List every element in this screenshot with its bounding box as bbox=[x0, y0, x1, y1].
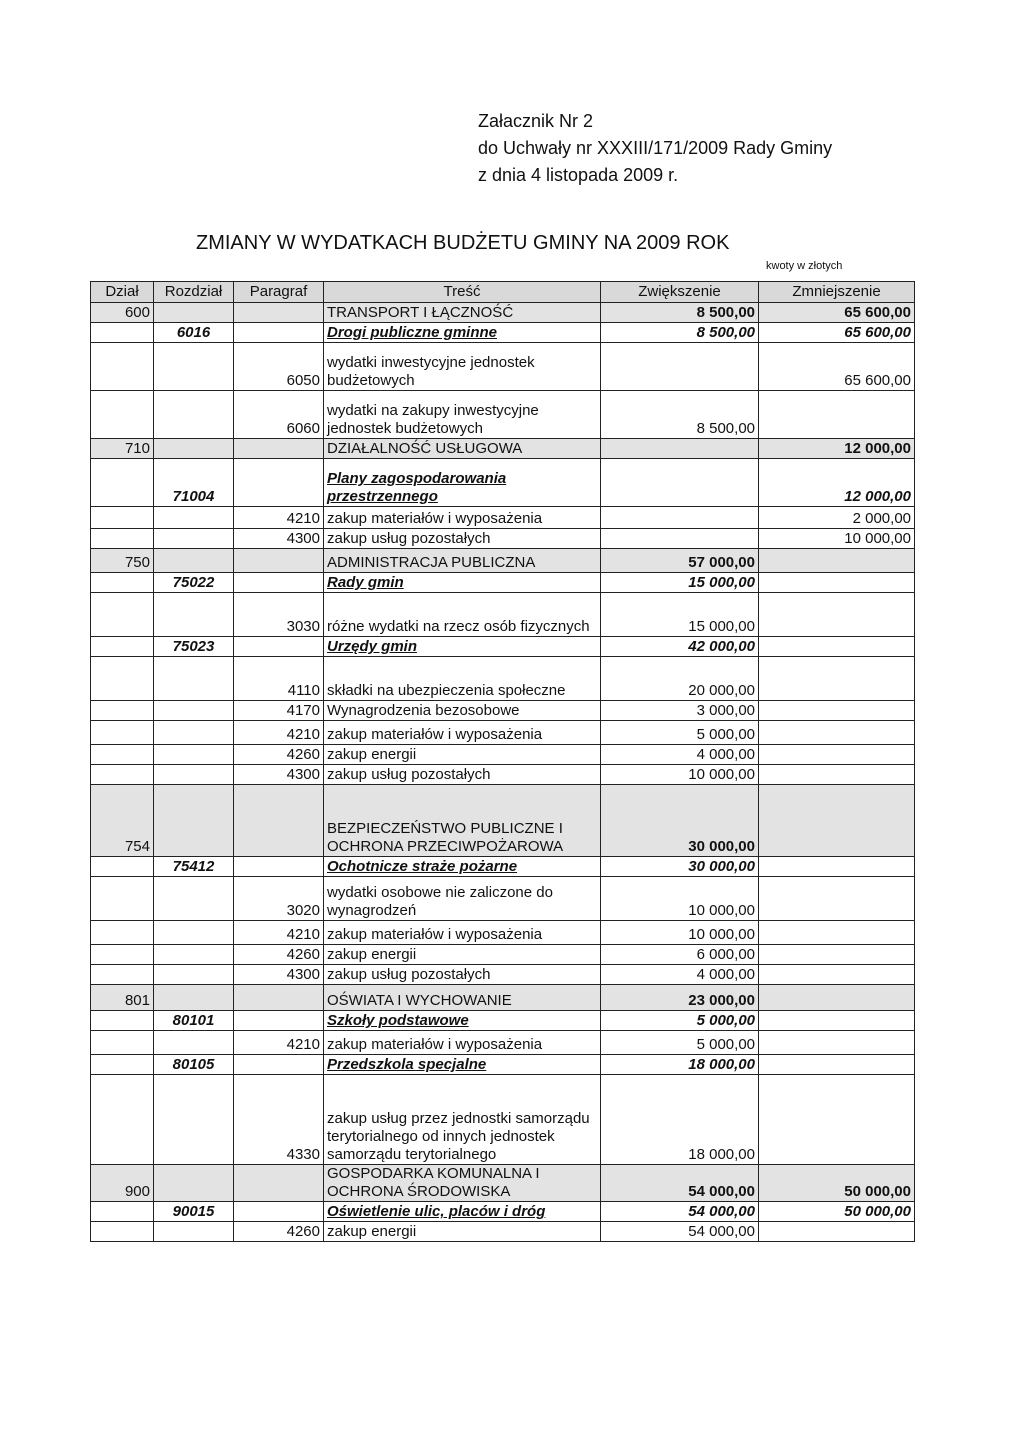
cell-paragraf bbox=[234, 785, 324, 857]
cell-dzial bbox=[91, 529, 154, 549]
cell-rozdzial: 6016 bbox=[154, 323, 234, 343]
table-row bbox=[91, 1202, 915, 1222]
table-row bbox=[91, 1165, 915, 1202]
cell-dzial bbox=[91, 945, 154, 965]
cell-zwiekszenie: 10 000,00 bbox=[601, 921, 759, 945]
table-row bbox=[91, 765, 915, 785]
cell-zmniejszenie bbox=[759, 657, 915, 701]
table-row bbox=[91, 439, 915, 459]
cell-zmniejszenie bbox=[759, 857, 915, 877]
cell-paragraf: 6060 bbox=[234, 391, 324, 439]
cell-paragraf: 4260 bbox=[234, 745, 324, 765]
column-header: Dział bbox=[91, 282, 154, 303]
cell-zmniejszenie bbox=[759, 1075, 915, 1165]
cell-rozdzial bbox=[154, 765, 234, 785]
cell-rozdzial bbox=[154, 721, 234, 745]
cell-zmniejszenie bbox=[759, 721, 915, 745]
table-row bbox=[91, 507, 915, 529]
cell-tresc: Przedszkola specjalne bbox=[324, 1055, 601, 1075]
cell-dzial bbox=[91, 721, 154, 745]
cell-tresc: TRANSPORT I ŁĄCZNOŚĆ bbox=[324, 303, 601, 323]
cell-paragraf bbox=[234, 303, 324, 323]
cell-zwiekszenie: 10 000,00 bbox=[601, 877, 759, 921]
table-row bbox=[91, 1222, 915, 1242]
column-header: Zmniejszenie bbox=[759, 282, 915, 303]
cell-dzial bbox=[91, 1202, 154, 1222]
cell-zmniejszenie bbox=[759, 573, 915, 593]
cell-zmniejszenie: 50 000,00 bbox=[759, 1202, 915, 1222]
cell-paragraf: 4260 bbox=[234, 945, 324, 965]
cell-zmniejszenie: 50 000,00 bbox=[759, 1165, 915, 1202]
cell-zwiekszenie: 23 000,00 bbox=[601, 985, 759, 1011]
table-row bbox=[91, 549, 915, 573]
cell-zwiekszenie: 5 000,00 bbox=[601, 1031, 759, 1055]
cell-tresc: zakup energii bbox=[324, 745, 601, 765]
table-row bbox=[91, 529, 915, 549]
cell-dzial: 710 bbox=[91, 439, 154, 459]
cell-paragraf bbox=[234, 985, 324, 1011]
cell-zwiekszenie: 15 000,00 bbox=[601, 593, 759, 637]
cell-zmniejszenie bbox=[759, 549, 915, 573]
cell-tresc: zakup usług przez jednostki samorządu terytorialnego od innych jednostek samorządu terytorialnego bbox=[324, 1075, 601, 1165]
cell-zmniejszenie bbox=[759, 1222, 915, 1242]
cell-zwiekszenie: 10 000,00 bbox=[601, 765, 759, 785]
cell-rozdzial bbox=[154, 593, 234, 637]
cell-dzial bbox=[91, 1055, 154, 1075]
cell-paragraf bbox=[234, 637, 324, 657]
cell-dzial bbox=[91, 1011, 154, 1031]
cell-rozdzial bbox=[154, 921, 234, 945]
cell-rozdzial: 75023 bbox=[154, 637, 234, 657]
cell-tresc: zakup energii bbox=[324, 945, 601, 965]
table-row bbox=[91, 701, 915, 721]
cell-zmniejszenie bbox=[759, 593, 915, 637]
cell-rozdzial bbox=[154, 745, 234, 765]
cell-paragraf bbox=[234, 439, 324, 459]
cell-tresc: wydatki inwestycyjne jednostek budżetowych bbox=[324, 343, 601, 391]
cell-rozdzial: 75022 bbox=[154, 573, 234, 593]
cell-zmniejszenie: 65 600,00 bbox=[759, 303, 915, 323]
cell-dzial: 600 bbox=[91, 303, 154, 323]
cell-rozdzial bbox=[154, 529, 234, 549]
cell-dzial bbox=[91, 745, 154, 765]
table-row bbox=[91, 1075, 915, 1165]
cell-dzial bbox=[91, 573, 154, 593]
cell-tresc: zakup materiałów i wyposażenia bbox=[324, 921, 601, 945]
cell-dzial bbox=[91, 857, 154, 877]
cell-rozdzial bbox=[154, 1222, 234, 1242]
cell-rozdzial bbox=[154, 785, 234, 857]
cell-dzial bbox=[91, 343, 154, 391]
cell-zwiekszenie: 20 000,00 bbox=[601, 657, 759, 701]
cell-zmniejszenie bbox=[759, 945, 915, 965]
cell-dzial bbox=[91, 657, 154, 701]
cell-zwiekszenie: 5 000,00 bbox=[601, 1011, 759, 1031]
cell-zwiekszenie: 5 000,00 bbox=[601, 721, 759, 745]
cell-paragraf: 4210 bbox=[234, 507, 324, 529]
cell-tresc: Rady gmin bbox=[324, 573, 601, 593]
cell-dzial bbox=[91, 877, 154, 921]
cell-rozdzial bbox=[154, 701, 234, 721]
cell-zwiekszenie: 8 500,00 bbox=[601, 303, 759, 323]
table-row bbox=[91, 343, 915, 391]
cell-zwiekszenie: 8 500,00 bbox=[601, 391, 759, 439]
cell-tresc: różne wydatki na rzecz osób fizycznych bbox=[324, 593, 601, 637]
cell-zwiekszenie: 54 000,00 bbox=[601, 1165, 759, 1202]
table-row bbox=[91, 945, 915, 965]
cell-zmniejszenie bbox=[759, 1055, 915, 1075]
cell-zwiekszenie bbox=[601, 439, 759, 459]
cell-zwiekszenie: 42 000,00 bbox=[601, 637, 759, 657]
cell-zmniejszenie bbox=[759, 965, 915, 985]
cell-dzial bbox=[91, 765, 154, 785]
cell-paragraf: 3030 bbox=[234, 593, 324, 637]
cell-zmniejszenie: 2 000,00 bbox=[759, 507, 915, 529]
cell-paragraf: 3020 bbox=[234, 877, 324, 921]
cell-rozdzial bbox=[154, 343, 234, 391]
cell-tresc: GOSPODARKA KOMUNALNA I OCHRONA ŚRODOWISKA bbox=[324, 1165, 601, 1202]
cell-rozdzial bbox=[154, 391, 234, 439]
table-row bbox=[91, 459, 915, 507]
cell-paragraf bbox=[234, 1165, 324, 1202]
cell-paragraf: 4330 bbox=[234, 1075, 324, 1165]
table-row bbox=[91, 1055, 915, 1075]
cell-dzial: 801 bbox=[91, 985, 154, 1011]
cell-paragraf bbox=[234, 459, 324, 507]
cell-tresc: wydatki na zakupy inwestycyjne jednostek budżetowych bbox=[324, 391, 601, 439]
cell-zwiekszenie: 18 000,00 bbox=[601, 1075, 759, 1165]
cell-paragraf: 4110 bbox=[234, 657, 324, 701]
cell-paragraf bbox=[234, 857, 324, 877]
cell-zmniejszenie: 65 600,00 bbox=[759, 343, 915, 391]
cell-zmniejszenie bbox=[759, 1011, 915, 1031]
cell-zwiekszenie bbox=[601, 507, 759, 529]
cell-dzial bbox=[91, 507, 154, 529]
cell-tresc: zakup materiałów i wyposażenia bbox=[324, 507, 601, 529]
cell-zwiekszenie: 18 000,00 bbox=[601, 1055, 759, 1075]
cell-paragraf: 6050 bbox=[234, 343, 324, 391]
cell-zwiekszenie: 57 000,00 bbox=[601, 549, 759, 573]
cell-rozdzial bbox=[154, 985, 234, 1011]
cell-paragraf: 4300 bbox=[234, 529, 324, 549]
cell-zmniejszenie: 10 000,00 bbox=[759, 529, 915, 549]
table-header-row bbox=[91, 282, 915, 303]
cell-paragraf bbox=[234, 1055, 324, 1075]
cell-zmniejszenie bbox=[759, 391, 915, 439]
cell-zmniejszenie bbox=[759, 877, 915, 921]
cell-tresc: DZIAŁALNOŚĆ USŁUGOWA bbox=[324, 439, 601, 459]
cell-dzial bbox=[91, 391, 154, 439]
cell-paragraf: 4170 bbox=[234, 701, 324, 721]
cell-paragraf: 4210 bbox=[234, 921, 324, 945]
cell-rozdzial bbox=[154, 1165, 234, 1202]
cell-tresc: zakup usług pozostałych bbox=[324, 965, 601, 985]
cell-zmniejszenie bbox=[759, 921, 915, 945]
cell-rozdzial: 75412 bbox=[154, 857, 234, 877]
column-header: Treść bbox=[324, 282, 601, 303]
cell-tresc: BEZPIECZEŃSTWO PUBLICZNE I OCHRONA PRZECIWPOŻAROWA bbox=[324, 785, 601, 857]
table-row bbox=[91, 593, 915, 637]
cell-dzial: 754 bbox=[91, 785, 154, 857]
cell-zwiekszenie bbox=[601, 459, 759, 507]
cell-dzial bbox=[91, 965, 154, 985]
table-row bbox=[91, 745, 915, 765]
budget-changes-table bbox=[90, 281, 915, 1242]
cell-zwiekszenie: 54 000,00 bbox=[601, 1202, 759, 1222]
table-row bbox=[91, 965, 915, 985]
cell-zwiekszenie bbox=[601, 343, 759, 391]
cell-rozdzial bbox=[154, 877, 234, 921]
cell-zmniejszenie bbox=[759, 745, 915, 765]
table-row bbox=[91, 323, 915, 343]
column-header: Rozdział bbox=[154, 282, 234, 303]
cell-rozdzial bbox=[154, 303, 234, 323]
table-row bbox=[91, 985, 915, 1011]
cell-tresc: zakup usług pozostałych bbox=[324, 529, 601, 549]
cell-paragraf: 4300 bbox=[234, 965, 324, 985]
cell-tresc: Oświetlenie ulic, placów i dróg bbox=[324, 1202, 601, 1222]
cell-zwiekszenie: 3 000,00 bbox=[601, 701, 759, 721]
cell-rozdzial bbox=[154, 549, 234, 573]
cell-dzial: 900 bbox=[91, 1165, 154, 1202]
cell-paragraf: 4260 bbox=[234, 1222, 324, 1242]
cell-dzial bbox=[91, 459, 154, 507]
table-row bbox=[91, 303, 915, 323]
cell-dzial bbox=[91, 921, 154, 945]
cell-tresc: wydatki osobowe nie zaliczone do wynagrodzeń bbox=[324, 877, 601, 921]
cell-zmniejszenie bbox=[759, 785, 915, 857]
cell-rozdzial bbox=[154, 1075, 234, 1165]
cell-tresc: składki na ubezpieczenia społeczne bbox=[324, 657, 601, 701]
attachment-number: Załacznik Nr 2 bbox=[478, 111, 594, 131]
table-row bbox=[91, 573, 915, 593]
cell-rozdzial bbox=[154, 507, 234, 529]
table-body bbox=[91, 303, 915, 1242]
column-header: Zwiększenie bbox=[601, 282, 759, 303]
cell-tresc: zakup materiałów i wyposażenia bbox=[324, 1031, 601, 1055]
cell-tresc: OŚWIATA I WYCHOWANIE bbox=[324, 985, 601, 1011]
cell-zwiekszenie: 4 000,00 bbox=[601, 745, 759, 765]
cell-paragraf: 4300 bbox=[234, 765, 324, 785]
cell-zmniejszenie bbox=[759, 701, 915, 721]
cell-dzial bbox=[91, 323, 154, 343]
cell-dzial bbox=[91, 1075, 154, 1165]
cell-tresc: zakup materiałów i wyposażenia bbox=[324, 721, 601, 745]
cell-rozdzial: 80101 bbox=[154, 1011, 234, 1031]
cell-rozdzial: 80105 bbox=[154, 1055, 234, 1075]
cell-dzial bbox=[91, 637, 154, 657]
cell-paragraf: 4210 bbox=[234, 1031, 324, 1055]
cell-rozdzial: 90015 bbox=[154, 1202, 234, 1222]
cell-paragraf bbox=[234, 1011, 324, 1031]
cell-zmniejszenie bbox=[759, 985, 915, 1011]
cell-zmniejszenie bbox=[759, 637, 915, 657]
cell-paragraf: 4210 bbox=[234, 721, 324, 745]
cell-tresc: ADMINISTRACJA PUBLICZNA bbox=[324, 549, 601, 573]
cell-zwiekszenie: 4 000,00 bbox=[601, 965, 759, 985]
cell-rozdzial bbox=[154, 945, 234, 965]
cell-paragraf bbox=[234, 549, 324, 573]
cell-zwiekszenie bbox=[601, 529, 759, 549]
table-row bbox=[91, 637, 915, 657]
table-row bbox=[91, 1011, 915, 1031]
cell-dzial bbox=[91, 1031, 154, 1055]
cell-paragraf bbox=[234, 1202, 324, 1222]
cell-rozdzial: 71004 bbox=[154, 459, 234, 507]
table-row bbox=[91, 877, 915, 921]
table-row bbox=[91, 857, 915, 877]
cell-rozdzial bbox=[154, 439, 234, 459]
table-row bbox=[91, 921, 915, 945]
cell-zmniejszenie bbox=[759, 765, 915, 785]
table-row bbox=[91, 721, 915, 745]
cell-dzial bbox=[91, 1222, 154, 1242]
cell-zwiekszenie: 15 000,00 bbox=[601, 573, 759, 593]
cell-zmniejszenie: 12 000,00 bbox=[759, 459, 915, 507]
cell-tresc: Szkoły podstawowe bbox=[324, 1011, 601, 1031]
cell-rozdzial bbox=[154, 965, 234, 985]
cell-dzial bbox=[91, 593, 154, 637]
cell-zwiekszenie: 6 000,00 bbox=[601, 945, 759, 965]
attachment-header bbox=[478, 108, 998, 189]
cell-tresc: zakup energii bbox=[324, 1222, 601, 1242]
document-title: ZMIANY W WYDATKACH BUDŻETU GMINY NA 2009 ROK bbox=[196, 232, 730, 254]
cell-zmniejszenie bbox=[759, 1031, 915, 1055]
cell-paragraf bbox=[234, 573, 324, 593]
cell-rozdzial bbox=[154, 657, 234, 701]
resolution-date: z dnia 4 listopada 2009 r. bbox=[478, 165, 679, 185]
cell-tresc: Plany zagospodarowania przestrzennego bbox=[324, 459, 601, 507]
column-header: Paragraf bbox=[234, 282, 324, 303]
cell-tresc: Wynagrodzenia bezosobowe bbox=[324, 701, 601, 721]
cell-zwiekszenie: 54 000,00 bbox=[601, 1222, 759, 1242]
cell-zmniejszenie: 65 600,00 bbox=[759, 323, 915, 343]
cell-tresc: zakup usług pozostałych bbox=[324, 765, 601, 785]
table-row bbox=[91, 1031, 915, 1055]
resolution-reference: do Uchwały nr XXXIII/171/2009 Rady Gminy bbox=[478, 138, 833, 158]
cell-zwiekszenie: 8 500,00 bbox=[601, 323, 759, 343]
cell-paragraf bbox=[234, 323, 324, 343]
cell-rozdzial bbox=[154, 1031, 234, 1055]
cell-zwiekszenie: 30 000,00 bbox=[601, 785, 759, 857]
cell-dzial: 750 bbox=[91, 549, 154, 573]
table-row bbox=[91, 657, 915, 701]
unit-note: kwoty w złotych bbox=[766, 260, 843, 272]
cell-zwiekszenie: 30 000,00 bbox=[601, 857, 759, 877]
cell-tresc: Ochotnicze straże pożarne bbox=[324, 857, 601, 877]
table-row bbox=[91, 391, 915, 439]
table-row bbox=[91, 785, 915, 857]
cell-zmniejszenie: 12 000,00 bbox=[759, 439, 915, 459]
cell-dzial bbox=[91, 701, 154, 721]
cell-tresc: Urzędy gmin bbox=[324, 637, 601, 657]
cell-tresc: Drogi publiczne gminne bbox=[324, 323, 601, 343]
